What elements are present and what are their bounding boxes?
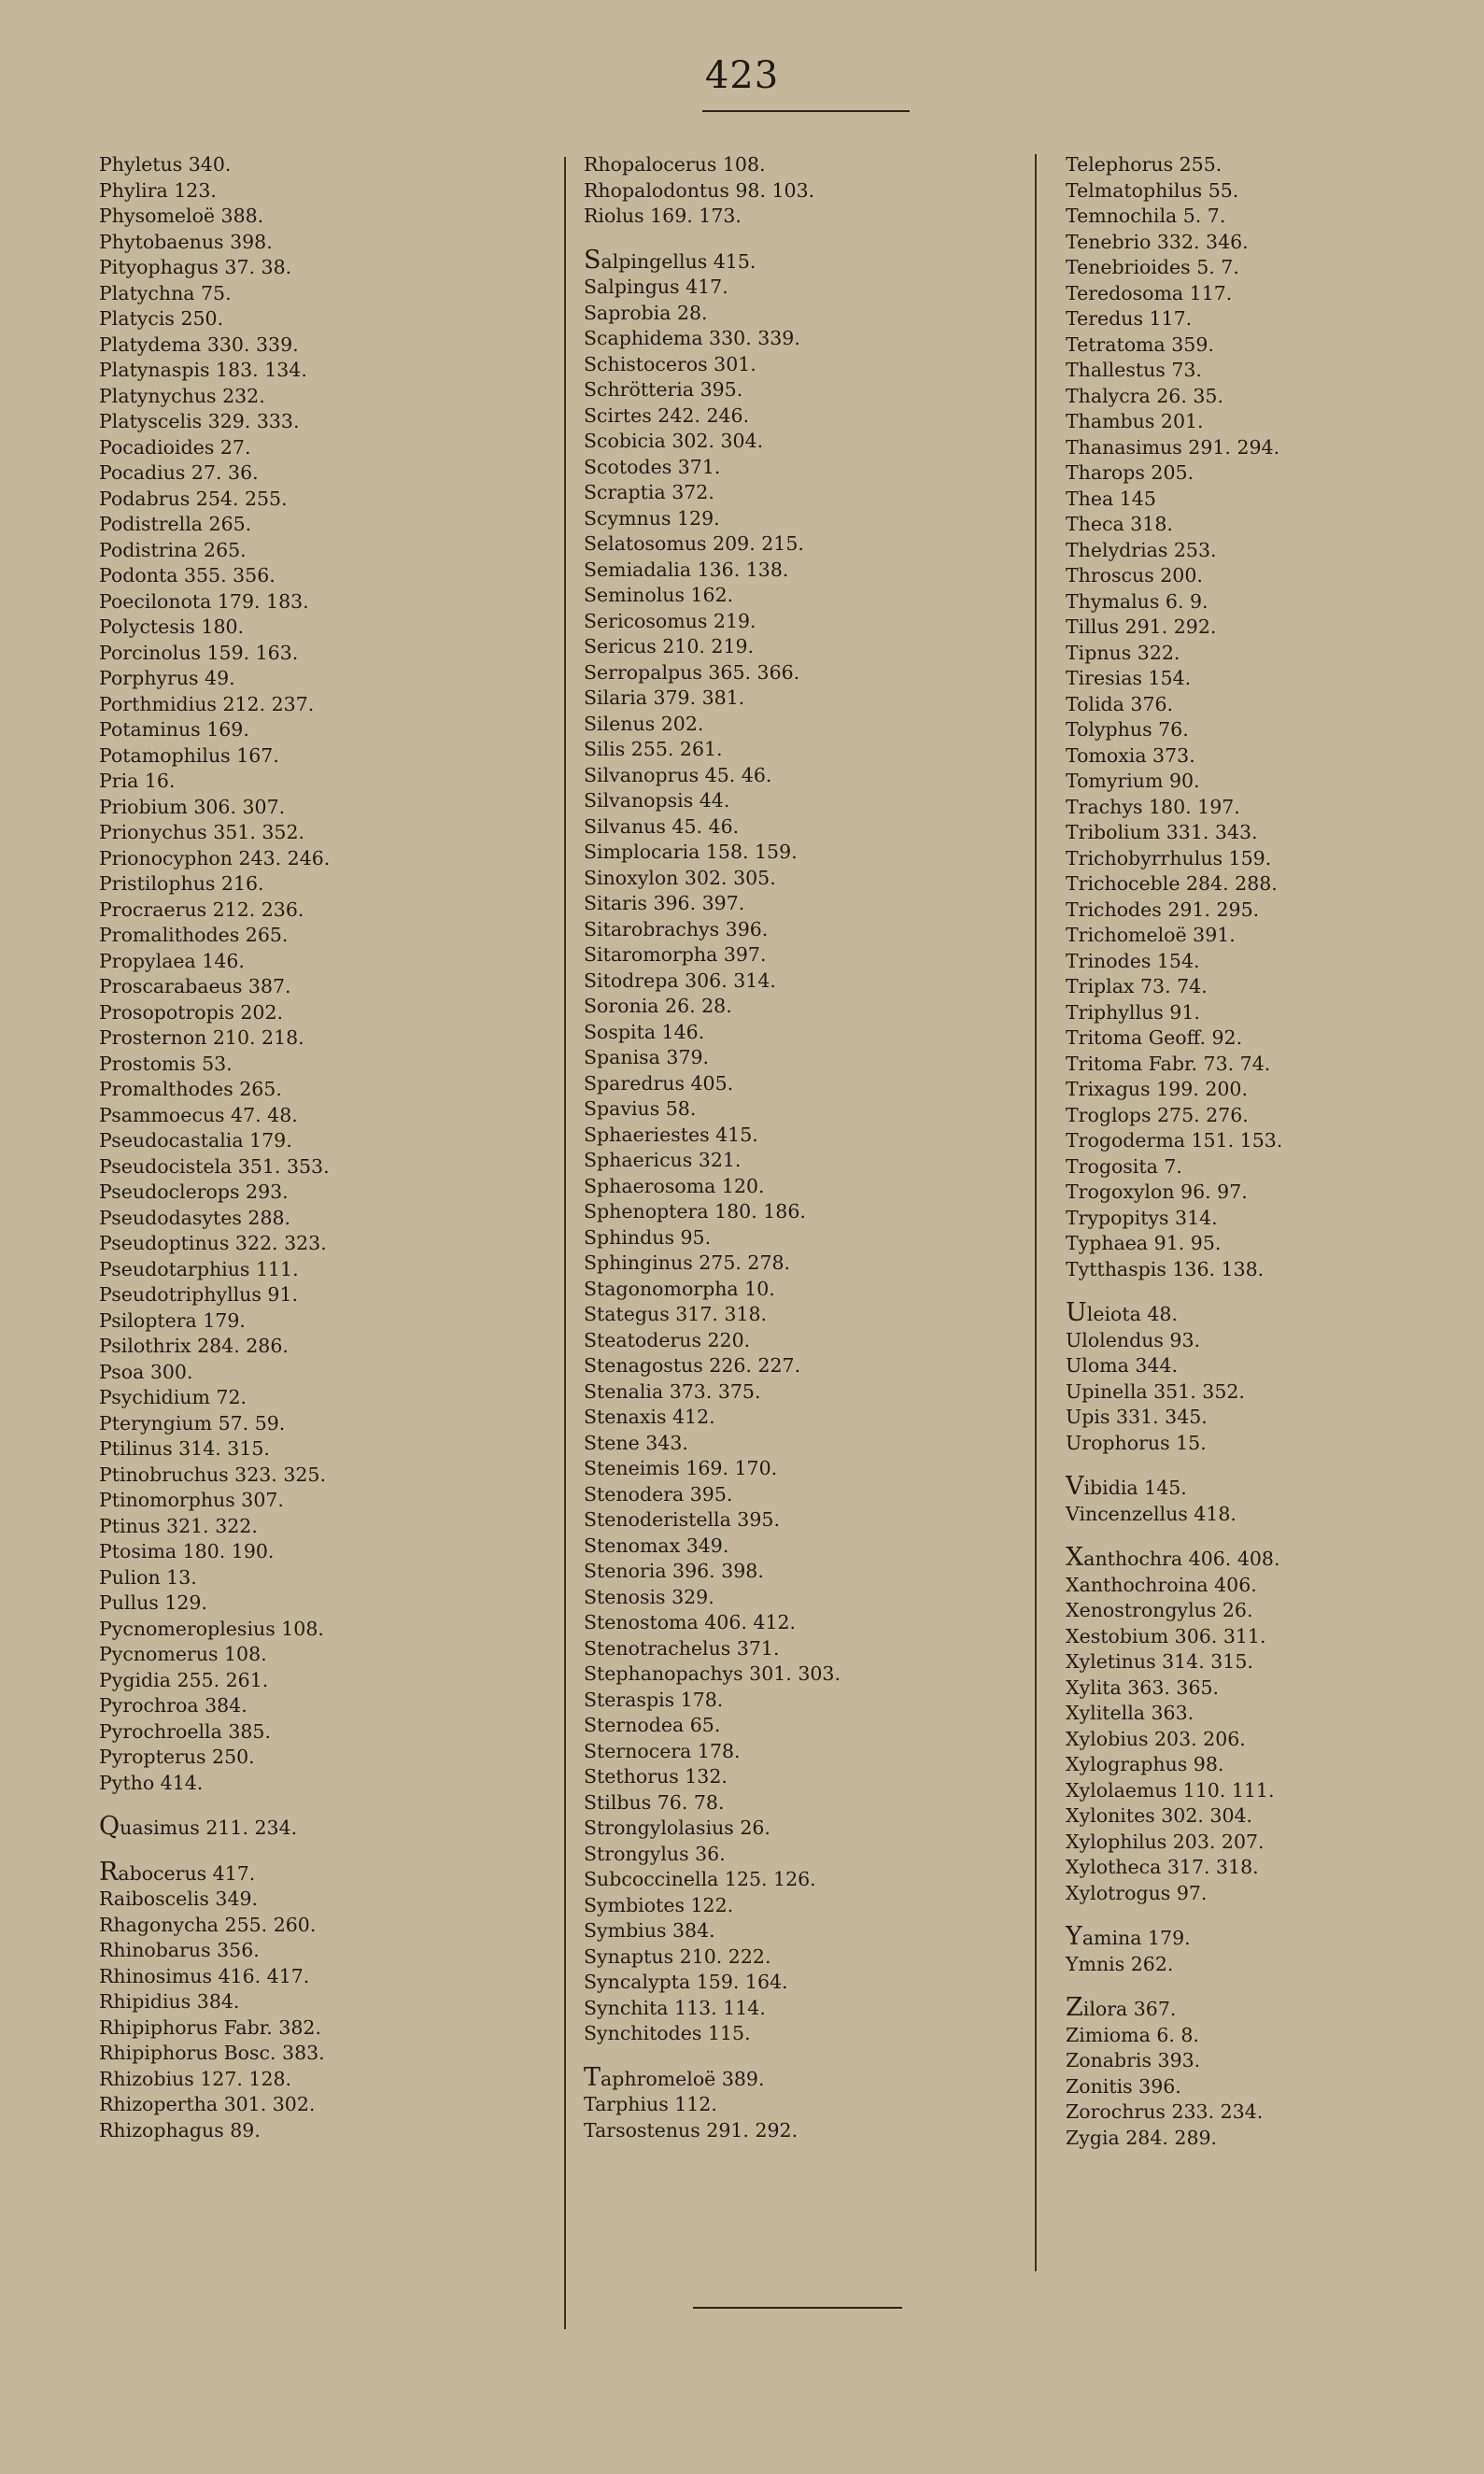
index-entry: Ptinobruchus 323. 325. bbox=[99, 1463, 326, 1486]
index-entry: Prosopotropis 202. bbox=[99, 1000, 284, 1024]
index-entry: Upinella 351. 352. bbox=[1066, 1379, 1245, 1403]
index-entry: Pseudocistela 351. 353. bbox=[99, 1154, 330, 1178]
index-entry: Sternodea 65. bbox=[584, 1714, 721, 1736]
index-gap bbox=[584, 2047, 841, 2065]
index-entry: Proscarabaeus 387. bbox=[99, 975, 291, 997]
column-divider-right bbox=[1035, 154, 1037, 2271]
index-entry: Scraptia 372. bbox=[584, 481, 714, 503]
index-entry: Sitodrepa 306. 314. bbox=[584, 968, 776, 992]
index-entry: Trixagus 199. 200. bbox=[1066, 1078, 1248, 1100]
index-entry: Thallestus 73. bbox=[1066, 359, 1202, 381]
index-entry: Steneimis 169. 170. bbox=[584, 1457, 778, 1479]
index-entry: Sternocera 178. bbox=[584, 1739, 741, 1762]
index-entry: Rhizobius 127. 128. bbox=[99, 2067, 292, 2090]
index-entry: Pityophagus 37. 38. bbox=[99, 256, 292, 278]
index-entry: Tharops 205. bbox=[1066, 461, 1194, 484]
index-entry: Stenagostus 226. 227. bbox=[584, 1354, 801, 1377]
page-number: 423 bbox=[704, 54, 780, 97]
index-entry: Ulolendus 93. bbox=[1066, 1328, 1201, 1351]
index-entry: Phylira 123. bbox=[99, 178, 217, 202]
index-entry: Triphyllus 91. bbox=[1066, 1000, 1200, 1024]
index-entry: Yamina 179. bbox=[1066, 1922, 1191, 1951]
index-gap bbox=[1066, 1906, 1282, 1924]
index-entry: Sphaerosoma 120. bbox=[584, 1174, 765, 1197]
index-entry: Silaria 379. 381. bbox=[584, 686, 745, 709]
index-entry: Syncalypta 159. 164. bbox=[584, 1971, 788, 1993]
index-entry: Stenomax 349. bbox=[584, 1534, 729, 1557]
index-gap bbox=[1066, 1456, 1282, 1474]
index-entry: Theca 318. bbox=[1066, 513, 1173, 535]
index-entry: Xylitella 363. bbox=[1066, 1702, 1194, 1724]
index-entry: Raiboscelis 349. bbox=[99, 1887, 259, 1910]
index-entry: Pristilophus 216. bbox=[99, 872, 264, 895]
index-entry: Zygia 284. 289. bbox=[1066, 2126, 1218, 2149]
index-entry: Salpingus 417. bbox=[584, 276, 728, 298]
index-entry: Vibidia 145. bbox=[1066, 1472, 1187, 1501]
index-entry: Xanthochra 406. 408. bbox=[1066, 1543, 1280, 1572]
index-entry: Xylographus 98. bbox=[1066, 1753, 1224, 1775]
index-entry: Xylotheca 317. 318. bbox=[1066, 1856, 1259, 1878]
index-entry: Stategus 317. 318. bbox=[584, 1303, 768, 1325]
index-entry: Tolyphus 76. bbox=[1066, 718, 1189, 741]
index-entry: Scaphidema 330. 339. bbox=[584, 327, 800, 349]
index-entry: Steatoderus 220. bbox=[584, 1328, 751, 1351]
index-entry: Silvanopsis 44. bbox=[584, 789, 730, 812]
index-entry: Seminolus 162. bbox=[584, 584, 734, 606]
index-entry: Sospita 146. bbox=[584, 1020, 705, 1043]
index-entry: Pyropterus 250. bbox=[99, 1746, 255, 1768]
index-entry: Telephorus 255. bbox=[1066, 153, 1223, 176]
index-entry: Rhizophagus 89. bbox=[99, 2118, 261, 2142]
index-entry: Triplax 73. 74. bbox=[1066, 975, 1208, 997]
index-entry: Rhinobarus 356. bbox=[99, 1939, 260, 1961]
index-entry: Rhopalodontus 98. 103. bbox=[584, 178, 815, 202]
index-entry: Tolida 376. bbox=[1066, 692, 1174, 715]
index-entry: Trogoderma 151. 153. bbox=[1066, 1129, 1283, 1152]
index-entry: Podonta 355. 356. bbox=[99, 564, 276, 587]
index-entry: Zonitis 396. bbox=[1066, 2074, 1181, 2098]
index-entry: Riolus 169. 173. bbox=[584, 205, 742, 227]
index-entry: Tarsostenus 291. 292. bbox=[584, 2118, 799, 2142]
index-entry: Xylobius 203. 206. bbox=[1066, 1727, 1246, 1750]
bottom-rule bbox=[693, 2307, 902, 2309]
index-entry: Trachys 180. 197. bbox=[1066, 795, 1240, 818]
index-column-2 bbox=[584, 152, 841, 2143]
index-entry: Steraspis 178. bbox=[584, 1688, 724, 1711]
index-entry: Ymnis 262. bbox=[1066, 1952, 1174, 1975]
index-entry: Quasimus 211. 234. bbox=[99, 1812, 298, 1841]
index-entry: Sphinginus 275. 278. bbox=[584, 1251, 791, 1274]
index-entry: Xylophilus 203. 207. bbox=[1066, 1830, 1265, 1853]
index-entry: Pseudotriphyllus 91. bbox=[99, 1283, 299, 1306]
index-entry: Pseudodasytes 288. bbox=[99, 1206, 291, 1229]
index-entry: Ptilinus 314. 315. bbox=[99, 1437, 270, 1460]
index-entry: Vincenzellus 418. bbox=[1066, 1502, 1237, 1525]
index-entry: Silvanoprus 45. 46. bbox=[584, 763, 772, 786]
index-entry: Scotodes 371. bbox=[584, 455, 721, 478]
index-entry: Prosternon 210. 218. bbox=[99, 1026, 304, 1049]
index-entry: Serropalpus 365. 366. bbox=[584, 660, 800, 684]
index-entry: Simplocaria 158. 159. bbox=[584, 841, 798, 863]
index-entry: Platyscelis 329. 333. bbox=[99, 410, 300, 432]
index-entry: Pyrochroella 385. bbox=[99, 1719, 271, 1743]
index-entry: Tiresias 154. bbox=[1066, 667, 1192, 689]
index-entry: Stenoria 396. 398. bbox=[584, 1560, 764, 1582]
index-entry: Stilbus 76. 78. bbox=[584, 1790, 725, 1814]
index-entry: Zorochrus 233. 234. bbox=[1066, 2100, 1264, 2123]
index-entry: Thambus 201. bbox=[1066, 410, 1204, 432]
index-entry: Sinoxylon 302. 305. bbox=[584, 866, 776, 889]
index-entry: Pytho 414. bbox=[99, 1771, 204, 1794]
index-entry: Phyletus 340. bbox=[99, 153, 232, 176]
index-entry: Tytthaspis 136. 138. bbox=[1066, 1257, 1265, 1280]
index-entry: Throscus 200. bbox=[1066, 564, 1203, 587]
index-entry: Pocadius 27. 36. bbox=[99, 461, 259, 484]
index-entry: Poecilonota 179. 183. bbox=[99, 589, 309, 613]
index-entry: Thanasimus 291. 294. bbox=[1066, 435, 1280, 459]
index-entry: Potaminus 169. bbox=[99, 718, 249, 741]
index-entry: Thymalus 6. 9. bbox=[1066, 589, 1208, 613]
index-entry: Spavius 58. bbox=[584, 1097, 697, 1120]
index-entry: Teredus 117. bbox=[1066, 307, 1193, 330]
index-entry: Prionocyphon 243. 246. bbox=[99, 846, 331, 869]
index-entry: Rhinosimus 416. 417. bbox=[99, 1964, 310, 1987]
index-entry: Tribolium 331. 343. bbox=[1066, 821, 1258, 843]
index-entry: Synchitodes 115. bbox=[584, 2022, 751, 2044]
index-entry: Thelydrias 253. bbox=[1066, 538, 1217, 561]
index-entry: Salpingellus 415. bbox=[584, 245, 756, 275]
index-entry: Sphaeriestes 415. bbox=[584, 1123, 758, 1146]
index-entry: Upis 331. 345. bbox=[1066, 1406, 1208, 1428]
index-entry: Telmatophilus 55. bbox=[1066, 178, 1239, 202]
index-entry: Rhizopertha 301. 302. bbox=[99, 2093, 316, 2115]
index-entry: Propylaea 146. bbox=[99, 949, 245, 972]
index-entry: Rhipiphorus Bosc. 383. bbox=[99, 2042, 325, 2064]
index-entry: Sphindus 95. bbox=[584, 1225, 712, 1249]
index-entry: Trichobyrrhulus 159. bbox=[1066, 846, 1272, 869]
index-entry: Priobium 306. 307. bbox=[99, 795, 286, 818]
index-entry: Stene 343. bbox=[584, 1431, 688, 1454]
index-entry: Stenaxis 412. bbox=[584, 1406, 715, 1428]
index-entry: Pseudoclerops 293. bbox=[99, 1180, 289, 1203]
index-entry: Symbius 384. bbox=[584, 1919, 715, 1942]
index-entry: Strongylolasius 26. bbox=[584, 1817, 770, 1839]
index-entry: Podabrus 254. 255. bbox=[99, 487, 288, 510]
index-entry: Ptinus 321. 322. bbox=[99, 1514, 258, 1537]
index-entry: Xanthochroina 406. bbox=[1066, 1573, 1257, 1596]
index-entry: Sphaericus 321. bbox=[584, 1149, 742, 1171]
index-entry: Semiadalia 136. 138. bbox=[584, 558, 789, 581]
index-entry: Pyrochroa 384. bbox=[99, 1694, 247, 1717]
index-entry: Xylita 363. 365. bbox=[1066, 1675, 1220, 1699]
index-entry: Rhipidius 384. bbox=[99, 1990, 240, 2013]
index-entry: Synchita 113. 114. bbox=[584, 1996, 766, 2019]
index-entry: Tenebrio 332. 346. bbox=[1066, 230, 1249, 253]
index-entry: Schrötteria 395. bbox=[584, 378, 743, 401]
index-entry: Pullus 129. bbox=[99, 1591, 207, 1614]
index-gap bbox=[99, 1796, 330, 1814]
index-entry: Tarphius 112. bbox=[584, 2093, 717, 2115]
index-entry: Psychidium 72. bbox=[99, 1386, 247, 1408]
index-entry: Sparedrus 405. bbox=[584, 1071, 734, 1095]
index-entry: Taphromeloë 389. bbox=[584, 2062, 765, 2092]
index-entry: Scirtes 242. 246. bbox=[584, 403, 750, 427]
index-entry: Platychna 75. bbox=[99, 281, 232, 304]
index-entry: Platynaspis 183. 134. bbox=[99, 359, 307, 381]
index-column-1 bbox=[99, 152, 330, 2143]
index-entry: Trichoceble 284. 288. bbox=[1066, 872, 1278, 895]
index-gap bbox=[1066, 1977, 1282, 1995]
index-entry: Psoa 300. bbox=[99, 1360, 193, 1383]
index-entry: Tipnus 322. bbox=[1066, 641, 1180, 664]
index-entry: Pseudoptinus 322. 323. bbox=[99, 1232, 327, 1254]
index-entry: Porphyrus 49. bbox=[99, 667, 235, 689]
index-entry: Spanisa 379. bbox=[584, 1046, 710, 1068]
index-entry: Sitaromorpha 397. bbox=[584, 943, 767, 966]
index-entry: Thea 145 bbox=[1066, 487, 1156, 510]
index-entry: Pseudotarphius 111. bbox=[99, 1257, 299, 1280]
index-entry: Phytobaenus 398. bbox=[99, 230, 273, 253]
index-entry: Promalthodes 265. bbox=[99, 1078, 282, 1100]
index-entry: Trinodes 154. bbox=[1066, 949, 1200, 972]
index-entry: Promalithodes 265. bbox=[99, 924, 289, 946]
index-entry: Pulion 13. bbox=[99, 1565, 197, 1589]
index-entry: Uleiota 48. bbox=[1066, 1298, 1178, 1327]
column-divider-left bbox=[564, 157, 566, 2329]
index-entry: Temnochila 5. 7. bbox=[1066, 205, 1226, 227]
index-entry: Polyctesis 180. bbox=[99, 615, 245, 638]
index-entry: Sitarobrachys 396. bbox=[584, 917, 769, 940]
index-entry: Xylotrogus 97. bbox=[1066, 1881, 1208, 1904]
index-entry: Xylolaemus 110. 111. bbox=[1066, 1778, 1275, 1802]
index-entry: Xenostrongylus 26. bbox=[1066, 1599, 1253, 1621]
index-entry: Rhagonycha 255. 260. bbox=[99, 1913, 317, 1936]
index-entry: Potamophilus 167. bbox=[99, 743, 279, 767]
index-entry: Saprobia 28. bbox=[584, 301, 708, 324]
index-entry: Prostomis 53. bbox=[99, 1052, 233, 1075]
index-entry: Tomoxia 373. bbox=[1066, 743, 1195, 767]
index-entry: Pria 16. bbox=[99, 770, 176, 792]
index-entry: Strongylus 36. bbox=[584, 1842, 726, 1865]
index-column-3 bbox=[1066, 152, 1282, 2151]
index-gap bbox=[584, 230, 841, 247]
index-entry: Pseudocastalia 179. bbox=[99, 1129, 292, 1152]
index-entry: Thalycra 26. 35. bbox=[1066, 384, 1223, 407]
index-entry: Stenosis 329. bbox=[584, 1585, 714, 1608]
index-entry: Soronia 26. 28. bbox=[584, 995, 732, 1017]
index-entry: Xylonites 302. 304. bbox=[1066, 1804, 1253, 1827]
index-entry: Tritoma Geoff. 92. bbox=[1066, 1026, 1243, 1049]
index-entry: Podistrina 265. bbox=[99, 538, 247, 561]
index-entry: Silis 255. 261. bbox=[584, 738, 723, 760]
index-entry: Sitaris 396. 397. bbox=[584, 892, 745, 914]
index-entry: Tillus 291. 292. bbox=[1066, 615, 1217, 638]
index-entry: Stenostoma 406. 412. bbox=[584, 1611, 797, 1633]
index-entry: Troglops 275. 276. bbox=[1066, 1103, 1249, 1126]
index-entry: Psilothrix 284. 286. bbox=[99, 1335, 289, 1357]
index-entry: Ptinomorphus 307. bbox=[99, 1489, 284, 1511]
index-entry: Sphenoptera 180. 186. bbox=[584, 1200, 806, 1223]
index-entry: Stagonomorpha 10. bbox=[584, 1277, 775, 1300]
index-entry: Stephanopachys 301. 303. bbox=[584, 1662, 841, 1685]
index-entry: Symbiotes 122. bbox=[584, 1893, 734, 1916]
index-entry: Sericosomus 219. bbox=[584, 609, 756, 632]
index-entry: Tenebrioides 5. 7. bbox=[1066, 256, 1239, 278]
index-entry: Zonabris 393. bbox=[1066, 2049, 1201, 2071]
index-entry: Trogosita 7. bbox=[1066, 1154, 1182, 1178]
index-entry: Stenoderistella 395. bbox=[584, 1508, 780, 1531]
index-gap bbox=[1066, 1527, 1282, 1545]
index-entry: Silvanus 45. 46. bbox=[584, 814, 740, 838]
index-entry: Xyletinus 314. 315. bbox=[1066, 1650, 1253, 1673]
index-entry: Pycnomerus 108. bbox=[99, 1643, 267, 1665]
index-entry: Uloma 344. bbox=[1066, 1354, 1178, 1377]
index-entry: Trypopitys 314. bbox=[1066, 1206, 1218, 1229]
index-entry: Xestobium 306. 311. bbox=[1066, 1624, 1266, 1647]
index-entry: Trichodes 291. 295. bbox=[1066, 898, 1260, 921]
index-entry: Scymnus 129. bbox=[584, 506, 720, 530]
index-entry: Rhipiphorus Fabr. 382. bbox=[99, 2015, 321, 2039]
index-entry: Stenalia 373. 375. bbox=[584, 1379, 761, 1403]
index-entry: Typhaea 91. 95. bbox=[1066, 1232, 1222, 1254]
index-entry: Stethorus 132. bbox=[584, 1765, 728, 1788]
index-entry: Trichomeloë 391. bbox=[1066, 924, 1236, 946]
index-entry: Pycnomeroplesius 108. bbox=[99, 1617, 324, 1640]
index-entry: Rabocerus 417. bbox=[99, 1857, 256, 1887]
index-entry: Trogoxylon 96. 97. bbox=[1066, 1180, 1248, 1203]
index-entry: Tritoma Fabr. 73. 74. bbox=[1066, 1052, 1271, 1075]
index-entry: Zimioma 6. 8. bbox=[1066, 2023, 1199, 2046]
index-entry: Schistoceros 301. bbox=[584, 352, 756, 375]
index-entry: Pocadioides 27. bbox=[99, 435, 251, 459]
index-entry: Tomyrium 90. bbox=[1066, 770, 1200, 792]
index-entry: Physomeloë 388. bbox=[99, 205, 264, 227]
index-entry: Zilora 367. bbox=[1066, 1993, 1177, 2022]
index-entry: Psammoecus 47. 48. bbox=[99, 1103, 298, 1126]
index-entry: Selatosomus 209. 215. bbox=[584, 532, 804, 555]
index-entry: Porcinolus 159. 163. bbox=[99, 641, 299, 664]
index-entry: Ptosima 180. 190. bbox=[99, 1540, 275, 1562]
index-entry: Teredosoma 117. bbox=[1066, 281, 1233, 304]
index-gap bbox=[99, 1842, 330, 1859]
index-entry: Sericus 210. 219. bbox=[584, 635, 755, 657]
index-entry: Prionychus 351. 352. bbox=[99, 821, 305, 843]
index-entry: Stenotrachelus 371. bbox=[584, 1636, 780, 1660]
index-entry: Rhopalocerus 108. bbox=[584, 153, 766, 176]
index-entry: Scobicia 302. 304. bbox=[584, 430, 764, 452]
index-entry: Platynychus 232. bbox=[99, 384, 265, 407]
index-entry: Psiloptera 179. bbox=[99, 1308, 246, 1332]
index-entry: Silenus 202. bbox=[584, 712, 704, 735]
index-entry: Procraerus 212. 236. bbox=[99, 898, 304, 921]
index-entry: Pygidia 255. 261. bbox=[99, 1668, 269, 1691]
index-entry: Synaptus 210. 222. bbox=[584, 1944, 771, 1968]
index-gap bbox=[1066, 1282, 1282, 1300]
index-entry: Platydema 330. 339. bbox=[99, 332, 299, 356]
index-entry: Platycis 250. bbox=[99, 307, 224, 330]
index-entry: Subcoccinella 125. 126. bbox=[584, 1868, 816, 1890]
index-entry: Tetratoma 359. bbox=[1066, 332, 1214, 356]
index-entry: Stenodera 395. bbox=[584, 1482, 733, 1506]
index-entry: Podistrella 265. bbox=[99, 513, 252, 535]
index-entry: Urophorus 15. bbox=[1066, 1431, 1207, 1454]
top-rule bbox=[702, 110, 910, 112]
index-entry: Pteryngium 57. 59. bbox=[99, 1411, 286, 1435]
index-entry: Porthmidius 212. 237. bbox=[99, 692, 315, 715]
